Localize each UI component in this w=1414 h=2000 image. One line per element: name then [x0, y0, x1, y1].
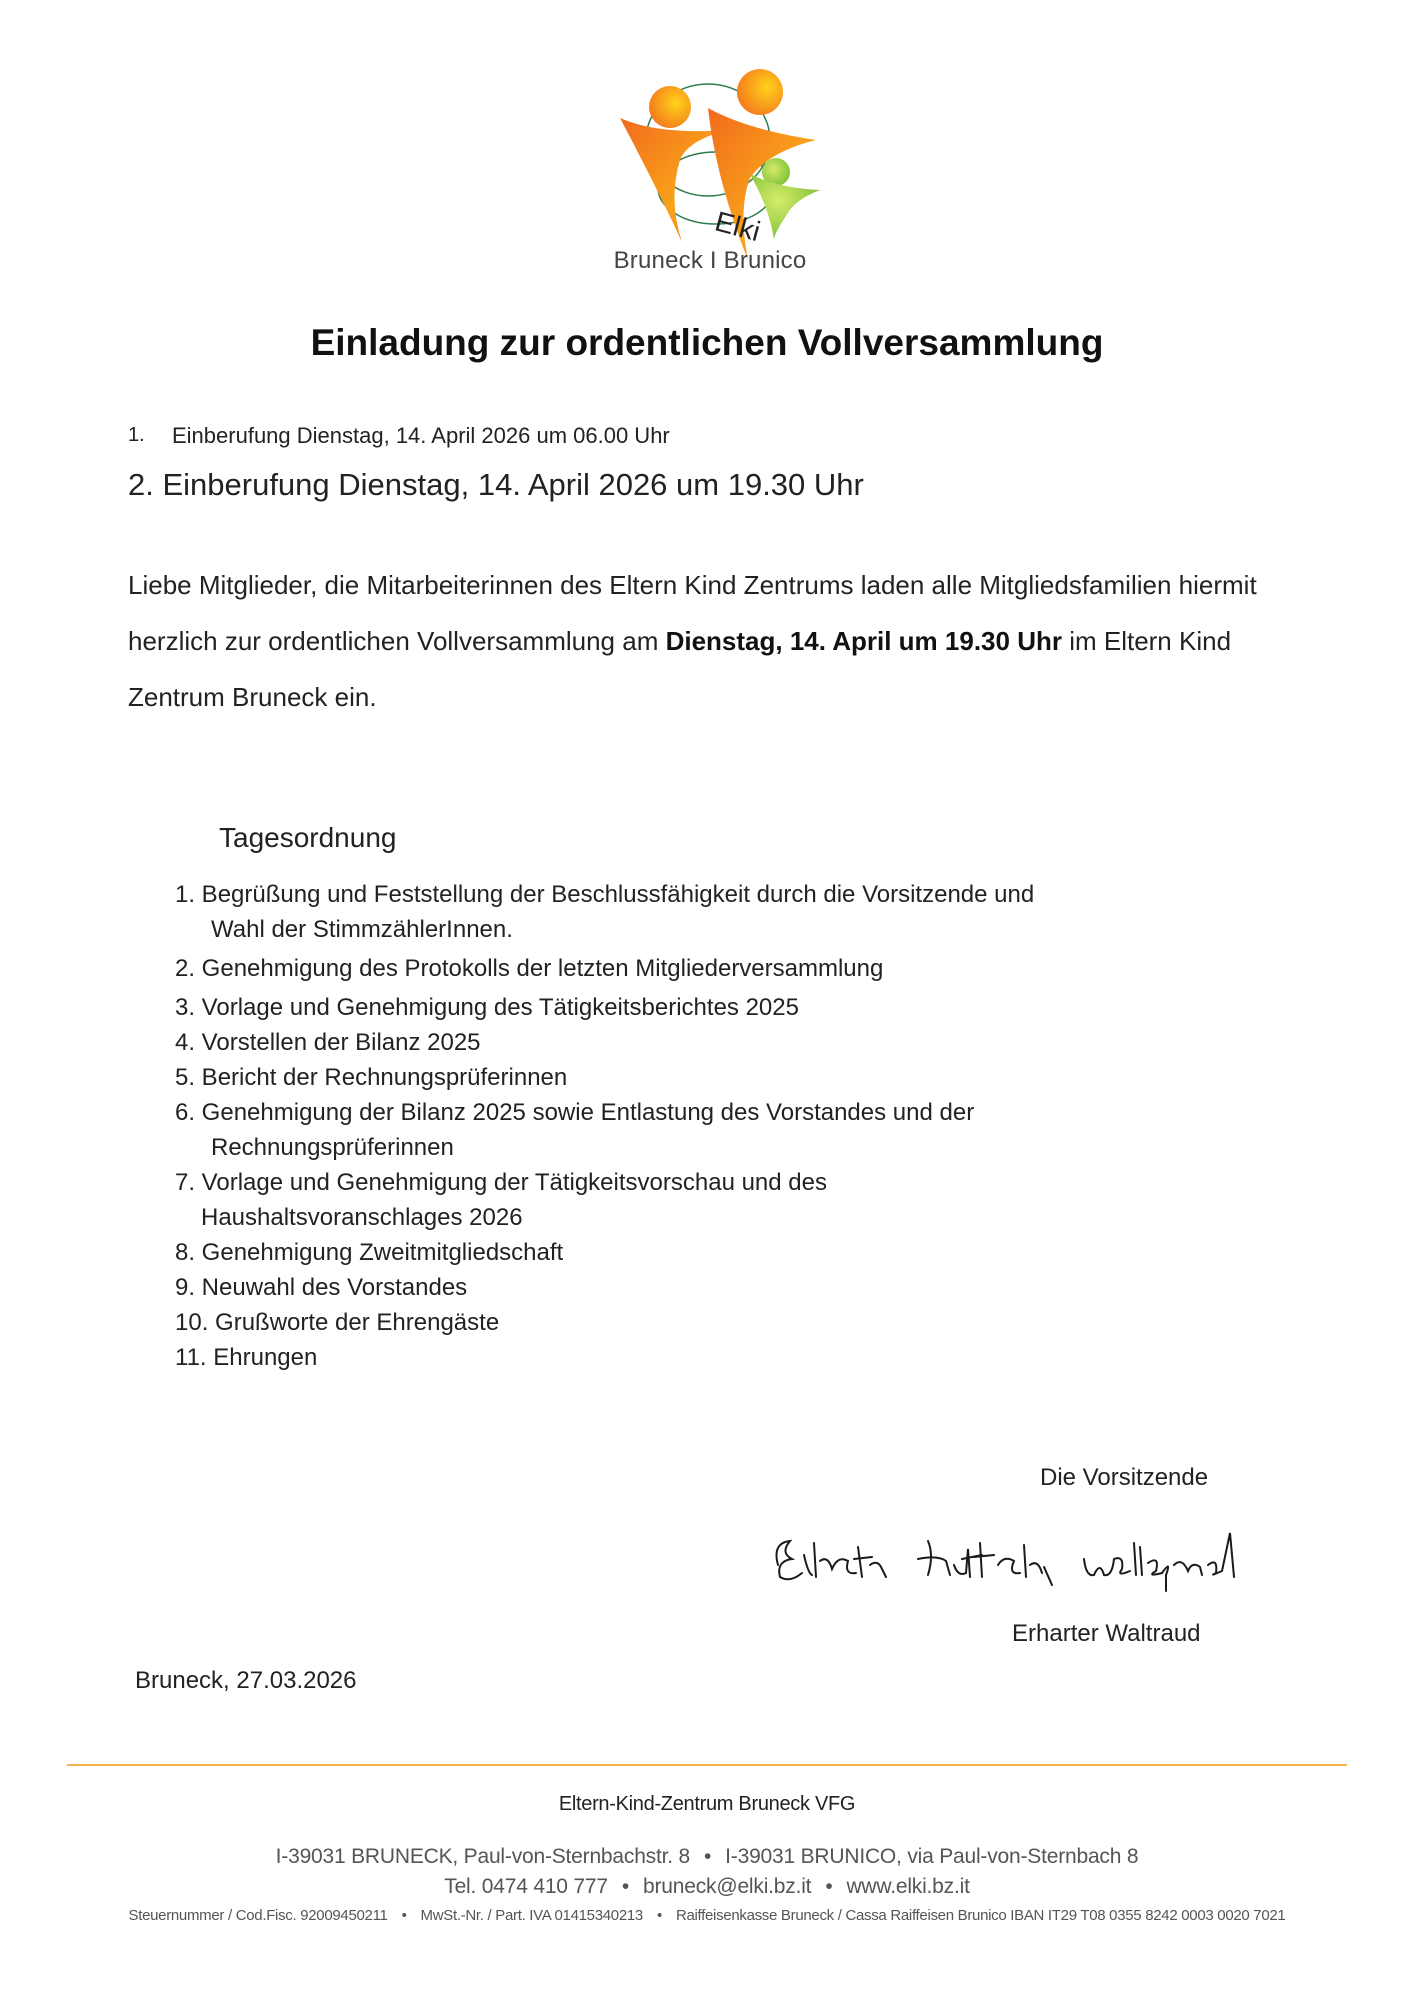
logo-caption: Bruneck I Brunico — [613, 247, 807, 274]
intro-paragraph — [128, 557, 1308, 725]
page-title: Einladung zur ordentlichen Vollversammlung — [310, 322, 1104, 363]
bullet-separator: • — [825, 1875, 833, 1898]
agenda-item-text: 3. Vorlage und Genehmigung des Tätigkeitsberichtes 2025 — [175, 994, 799, 1021]
intro-text-start: Liebe Mitglieder, die Mitarbeiterinnen des Eltern Kind Zentrums laden alle Mitgliedsfamilien hiermit herzlich zur ordentlichen Vollversammlung am — [128, 570, 1257, 656]
first-convocation-number: 1. — [128, 424, 145, 446]
agenda-item-text: 8. Genehmigung Zweitmitgliedschaft — [175, 1239, 564, 1266]
footer-contact — [0, 1875, 1414, 1899]
email-link[interactable]: bruneck@elki.bz.it — [643, 1875, 812, 1898]
first-convocation — [128, 423, 670, 449]
elki-wordmark: Elki — [711, 205, 764, 248]
agenda-list — [175, 877, 1175, 1375]
agenda-item — [175, 951, 1175, 986]
agenda-item — [175, 1235, 1175, 1270]
bank-details: Raiffeisenkasse Bruneck / Cassa Raiffeisen Brunico IBAN IT29 T08 0355 8242 0003 0020 7021 — [675, 1907, 1286, 1924]
agenda-item — [175, 877, 1175, 947]
agenda-item-continuation: Haushaltsvoranschlages 2026 — [201, 1204, 523, 1231]
agenda-item-text: 7. Vorlage und Genehmigung der Tätigkeitsvorschau und des — [175, 1169, 827, 1196]
agenda-heading: Tagesordnung — [219, 822, 397, 853]
address-german: I-39031 BRUNECK, Paul-von-Sternbachstr. 8 — [275, 1845, 690, 1868]
chair-name: Erharter Waltraud — [1012, 1620, 1201, 1647]
agenda-item — [175, 1270, 1175, 1305]
agenda-item-text: 4. Vorstellen der Bilanz 2025 — [175, 1029, 481, 1056]
agenda-item-text: 5. Bericht der Rechnungsprüferinnen — [175, 1064, 568, 1091]
agenda-item — [175, 1165, 1175, 1235]
vat-number: MwSt.-Nr. / Part. IVA 01415340213 — [420, 1907, 643, 1924]
intro-meeting-datetime: Dienstag, 14. April um 19.30 Uhr — [665, 626, 1062, 656]
bullet-separator: • — [401, 1907, 407, 1924]
handwritten-signature — [768, 1525, 1268, 1595]
footer-divider — [67, 1764, 1347, 1766]
agenda-item — [175, 1060, 1175, 1095]
agenda-item — [175, 1305, 1175, 1340]
address-italian: I-39031 BRUNICO, via Paul-von-Sternbach 8 — [725, 1845, 1139, 1868]
agenda-item-text: 2. Genehmigung des Protokolls der letzten Mitgliederversammlung — [175, 955, 884, 982]
agenda-item — [175, 990, 1175, 1025]
tax-number: Steuernummer / Cod.Fisc. 92009450211 — [128, 1907, 388, 1924]
agenda-item — [175, 1340, 1175, 1375]
second-convocation: 2. Einberufung Dienstag, 14. April 2026 um 19.30 Uhr — [128, 467, 864, 502]
footer-organization: Eltern-Kind-Zentrum Bruneck VFG — [558, 1793, 856, 1815]
agenda-item-continuation: Rechnungsprüferinnen — [211, 1134, 454, 1161]
bullet-separator: • — [656, 1907, 662, 1924]
intro-text-end: im Eltern Kind Zentrum Bruneck ein. — [128, 626, 1232, 712]
bullet-separator: • — [621, 1875, 630, 1898]
chair-label: Die Vorsitzende — [1040, 1464, 1209, 1491]
agenda-item — [175, 1025, 1175, 1060]
agenda-item-continuation: Wahl der StimmzählerInnen. — [211, 916, 513, 943]
agenda-item-text: 1. Begrüßung und Feststellung der Beschlussfähigkeit durch die Vorsitzende und — [175, 881, 1035, 908]
first-convocation-text: Einberufung Dienstag, 14. April 2026 um 06.00 Uhr — [172, 423, 670, 448]
footer-address — [0, 1845, 1414, 1869]
agenda-item-text: 9. Neuwahl des Vorstandes — [175, 1274, 468, 1301]
phone-number: Tel. 0474 410 777 — [444, 1875, 608, 1898]
agenda-item — [175, 1095, 1175, 1165]
agenda-item-text: 6. Genehmigung der Bilanz 2025 sowie Entlastung des Vorstandes und der — [175, 1099, 975, 1126]
website-link[interactable]: www.elki.bz.it — [846, 1875, 970, 1898]
footer-legal-info — [0, 1907, 1414, 1924]
agenda-item-text: 11. Ehrungen — [175, 1344, 318, 1371]
signature-icon — [768, 1525, 1268, 1595]
bullet-separator: • — [704, 1845, 712, 1868]
agenda-item-text: 10. Grußworte der Ehrengäste — [175, 1309, 500, 1336]
place-and-date: Bruneck, 27.03.2026 — [135, 1667, 357, 1694]
